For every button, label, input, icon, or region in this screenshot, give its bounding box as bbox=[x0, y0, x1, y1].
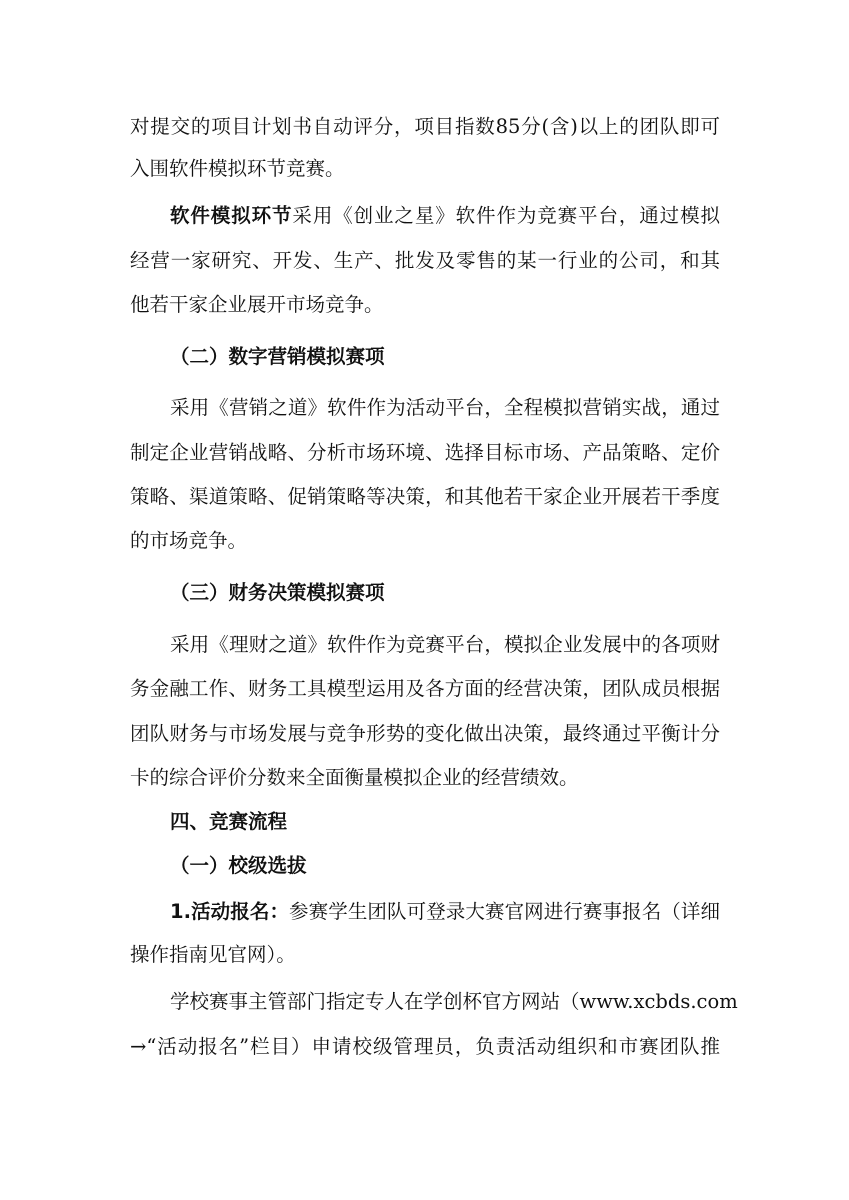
heading-process: 四、竞赛流程 bbox=[170, 810, 288, 833]
software-line-2: 经营一家研究、开发、生产、批发及零售的某一行业的公司，和其 bbox=[130, 249, 720, 272]
digital-line-1: 采用《营销之道》软件作为活动平台，全程模拟营销实战，通过 bbox=[170, 396, 720, 419]
intro-line-2: 入围软件模拟环节竞赛。 bbox=[130, 157, 345, 180]
digital-line-4: 的市场竞争。 bbox=[130, 529, 248, 552]
heading-finance: （三）财务决策模拟赛项 bbox=[170, 581, 385, 604]
heading-digital-marketing: （二）数字营销模拟赛项 bbox=[170, 345, 385, 368]
finance-line-2: 务金融工作、财务工具模型运用及各方面的经营决策，团队成员根据 bbox=[130, 677, 720, 700]
finance-line-3: 团队财务与市场发展与竞争形势的变化做出决策，最终通过平衡计分 bbox=[130, 722, 720, 745]
finance-line-1: 采用《理财之道》软件作为竞赛平台，模拟企业发展中的各项财 bbox=[170, 633, 720, 656]
school-line-1: 学校赛事主管部门指定专人在学创杯官方网站（www.xcbds.com bbox=[170, 990, 738, 1013]
software-line-1 bbox=[170, 203, 720, 229]
finance-line-4: 卡的综合评价分数来全面衡量模拟企业的经营绩效。 bbox=[130, 766, 579, 789]
signup-line-2: 操作指南见官网）。 bbox=[130, 943, 296, 966]
heading-school-selection: （一）校级选拔 bbox=[170, 854, 307, 877]
signup-lead: 1.活动报名： bbox=[170, 900, 290, 923]
signup-line-1-rest: 参赛学生团队可登录大赛官网进行赛事报名（详细 bbox=[289, 900, 720, 923]
digital-line-3: 策略、渠道策略、促销策略等决策，和其他若干家企业开展若干季度 bbox=[130, 485, 720, 508]
school-line-2: →“活动报名”栏目）申请校级管理员，负责活动组织和市赛团队推 bbox=[130, 1035, 720, 1058]
software-line-1-rest: 采用《创业之星》软件作为竞赛平台，通过模拟 bbox=[292, 204, 720, 227]
signup-line-1 bbox=[170, 899, 720, 925]
intro-line-1: 对提交的项目计划书自动评分，项目指数85分(含)以上的团队即可 bbox=[130, 115, 720, 138]
software-lead: 软件模拟环节 bbox=[170, 204, 293, 227]
digital-line-2: 制定企业营销战略、分析市场环境、选择目标市场、产品策略、定价 bbox=[130, 441, 720, 464]
software-line-3: 他若干家企业展开市场竞争。 bbox=[130, 293, 384, 316]
